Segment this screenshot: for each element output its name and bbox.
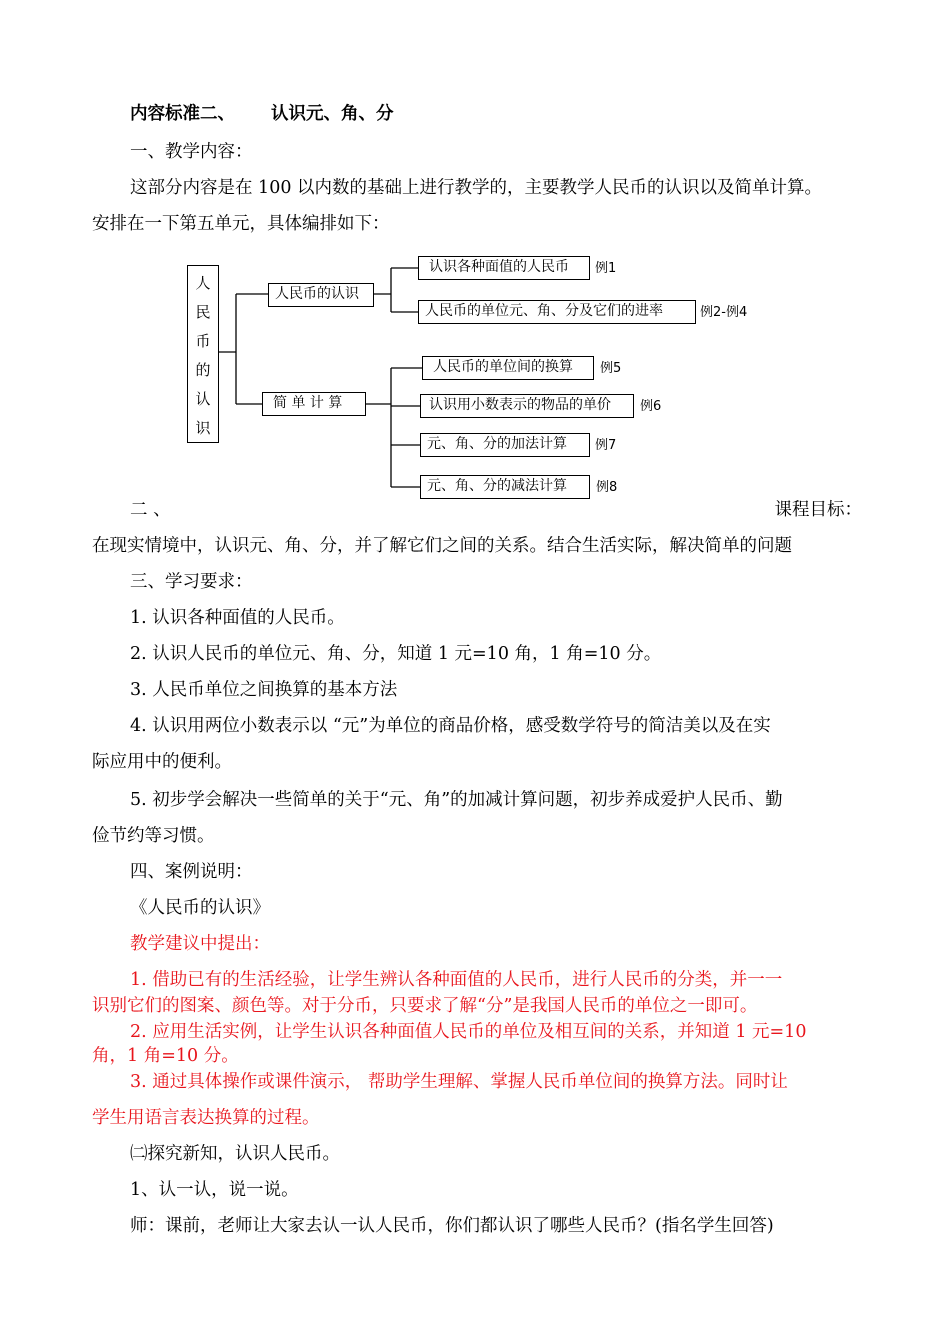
diagram-example: 例7 xyxy=(595,438,617,453)
diagram-example: 例6 xyxy=(640,399,662,414)
diagram-example: 例5 xyxy=(600,361,622,376)
requirement-item-cont: 俭节约等习惯。 xyxy=(92,826,215,846)
root-char: 民 xyxy=(195,303,211,321)
section-2-label: 二 、 xyxy=(130,500,171,520)
teacher-dialogue: 师：课前，老师让大家去认一认人民币，你们都认识了哪些人民币？(指名学生回答) xyxy=(130,1216,774,1236)
advice-item: 1. 借助已有的生活经验，让学生辨认各种面值的人民币，进行人民币的分类，并一一 xyxy=(130,970,783,990)
root-char: 认 xyxy=(195,390,211,408)
diagram-item: 人民币的单位元、角、分及它们的进率 xyxy=(418,300,696,324)
advice-item-cont: 角，1 角=10 分。 xyxy=(92,1046,239,1066)
root-char: 人 xyxy=(195,274,211,292)
section-1-paragraph: 这部分内容是在 100 以内数的基础上进行教学的，主要教学人民币的认识以及简单计算。 xyxy=(130,178,823,198)
section-2-title: 课程目标： xyxy=(774,500,862,520)
diagram-example: 例2-例4 xyxy=(700,305,748,320)
section-1-title: 一、教学内容： xyxy=(130,142,253,162)
advice-item-cont: 识别它们的图案、颜色等。对于分币，只要求了解“分”是我国人民币的单位之一即可。 xyxy=(92,996,758,1016)
root-char: 识 xyxy=(195,419,211,437)
root-char: 币 xyxy=(195,332,211,350)
branch-recognition: 人民币的认识 xyxy=(268,283,374,307)
requirement-item: 1. 认识各种面值的人民币。 xyxy=(130,608,345,628)
requirement-item: 2. 认识人民币的单位元、角、分，知道 1 元=10 角，1 角=10 分。 xyxy=(130,644,662,664)
diagram-root-box xyxy=(187,265,219,443)
heading-label: 内容标准二、 xyxy=(130,104,235,124)
requirement-item-cont: 际应用中的便利。 xyxy=(92,752,232,772)
branch-calculation: 简 单 计 算 xyxy=(262,392,366,416)
step-heading: 1、认一认，说一说。 xyxy=(130,1180,299,1200)
diagram-example: 例1 xyxy=(595,261,617,276)
diagram-example: 例8 xyxy=(596,480,618,495)
explore-heading: ㈡探究新知，认识人民币。 xyxy=(130,1144,340,1164)
root-char: 的 xyxy=(195,361,211,379)
case-title: 《人民币的认识》 xyxy=(130,898,270,918)
diagram-item: 认识各种面值的人民币 xyxy=(418,256,590,280)
page-heading xyxy=(130,102,900,126)
diagram-item: 元、角、分的加法计算 xyxy=(420,433,590,457)
requirement-item: 4. 认识用两位小数表示以 “元”为单位的商品价格，感受数学符号的简洁美以及在实 xyxy=(130,716,771,736)
advice-item: 3. 通过具体操作或课件演示， 帮助学生理解、掌握人民币单位间的换算方法。同时让 xyxy=(130,1072,788,1092)
diagram-item: 元、角、分的减法计算 xyxy=(420,475,590,499)
advice-item-cont: 学生用语言表达换算的过程。 xyxy=(92,1108,320,1128)
section-3-title: 三、学习要求： xyxy=(130,572,253,592)
section-1-paragraph-cont: 安排在一下第五单元，具体编排如下： xyxy=(92,214,390,234)
diagram-item: 人民币的单位间的换算 xyxy=(422,356,594,380)
heading-title: 认识元、角、分 xyxy=(271,104,394,124)
requirement-item: 5. 初步学会解决一些简单的关于“元、角”的加减计算问题，初步养成爱护人民币、勤 xyxy=(130,790,783,810)
requirement-item: 3. 人民币单位之间换算的基本方法 xyxy=(130,680,398,700)
section-4-title: 四、案例说明： xyxy=(130,862,253,882)
section-2-text: 在现实情境中，认识元、角、分，并了解它们之间的关系。结合生活实际，解决简单的问题 xyxy=(92,536,792,556)
diagram-item: 认识用小数表示的物品的单价 xyxy=(420,394,634,418)
advice-item: 2. 应用生活实例，让学生认识各种面值人民币的单位及相互间的关系，并知道 1 元=10 xyxy=(130,1022,807,1042)
advice-title: 教学建议中提出： xyxy=(130,934,270,954)
